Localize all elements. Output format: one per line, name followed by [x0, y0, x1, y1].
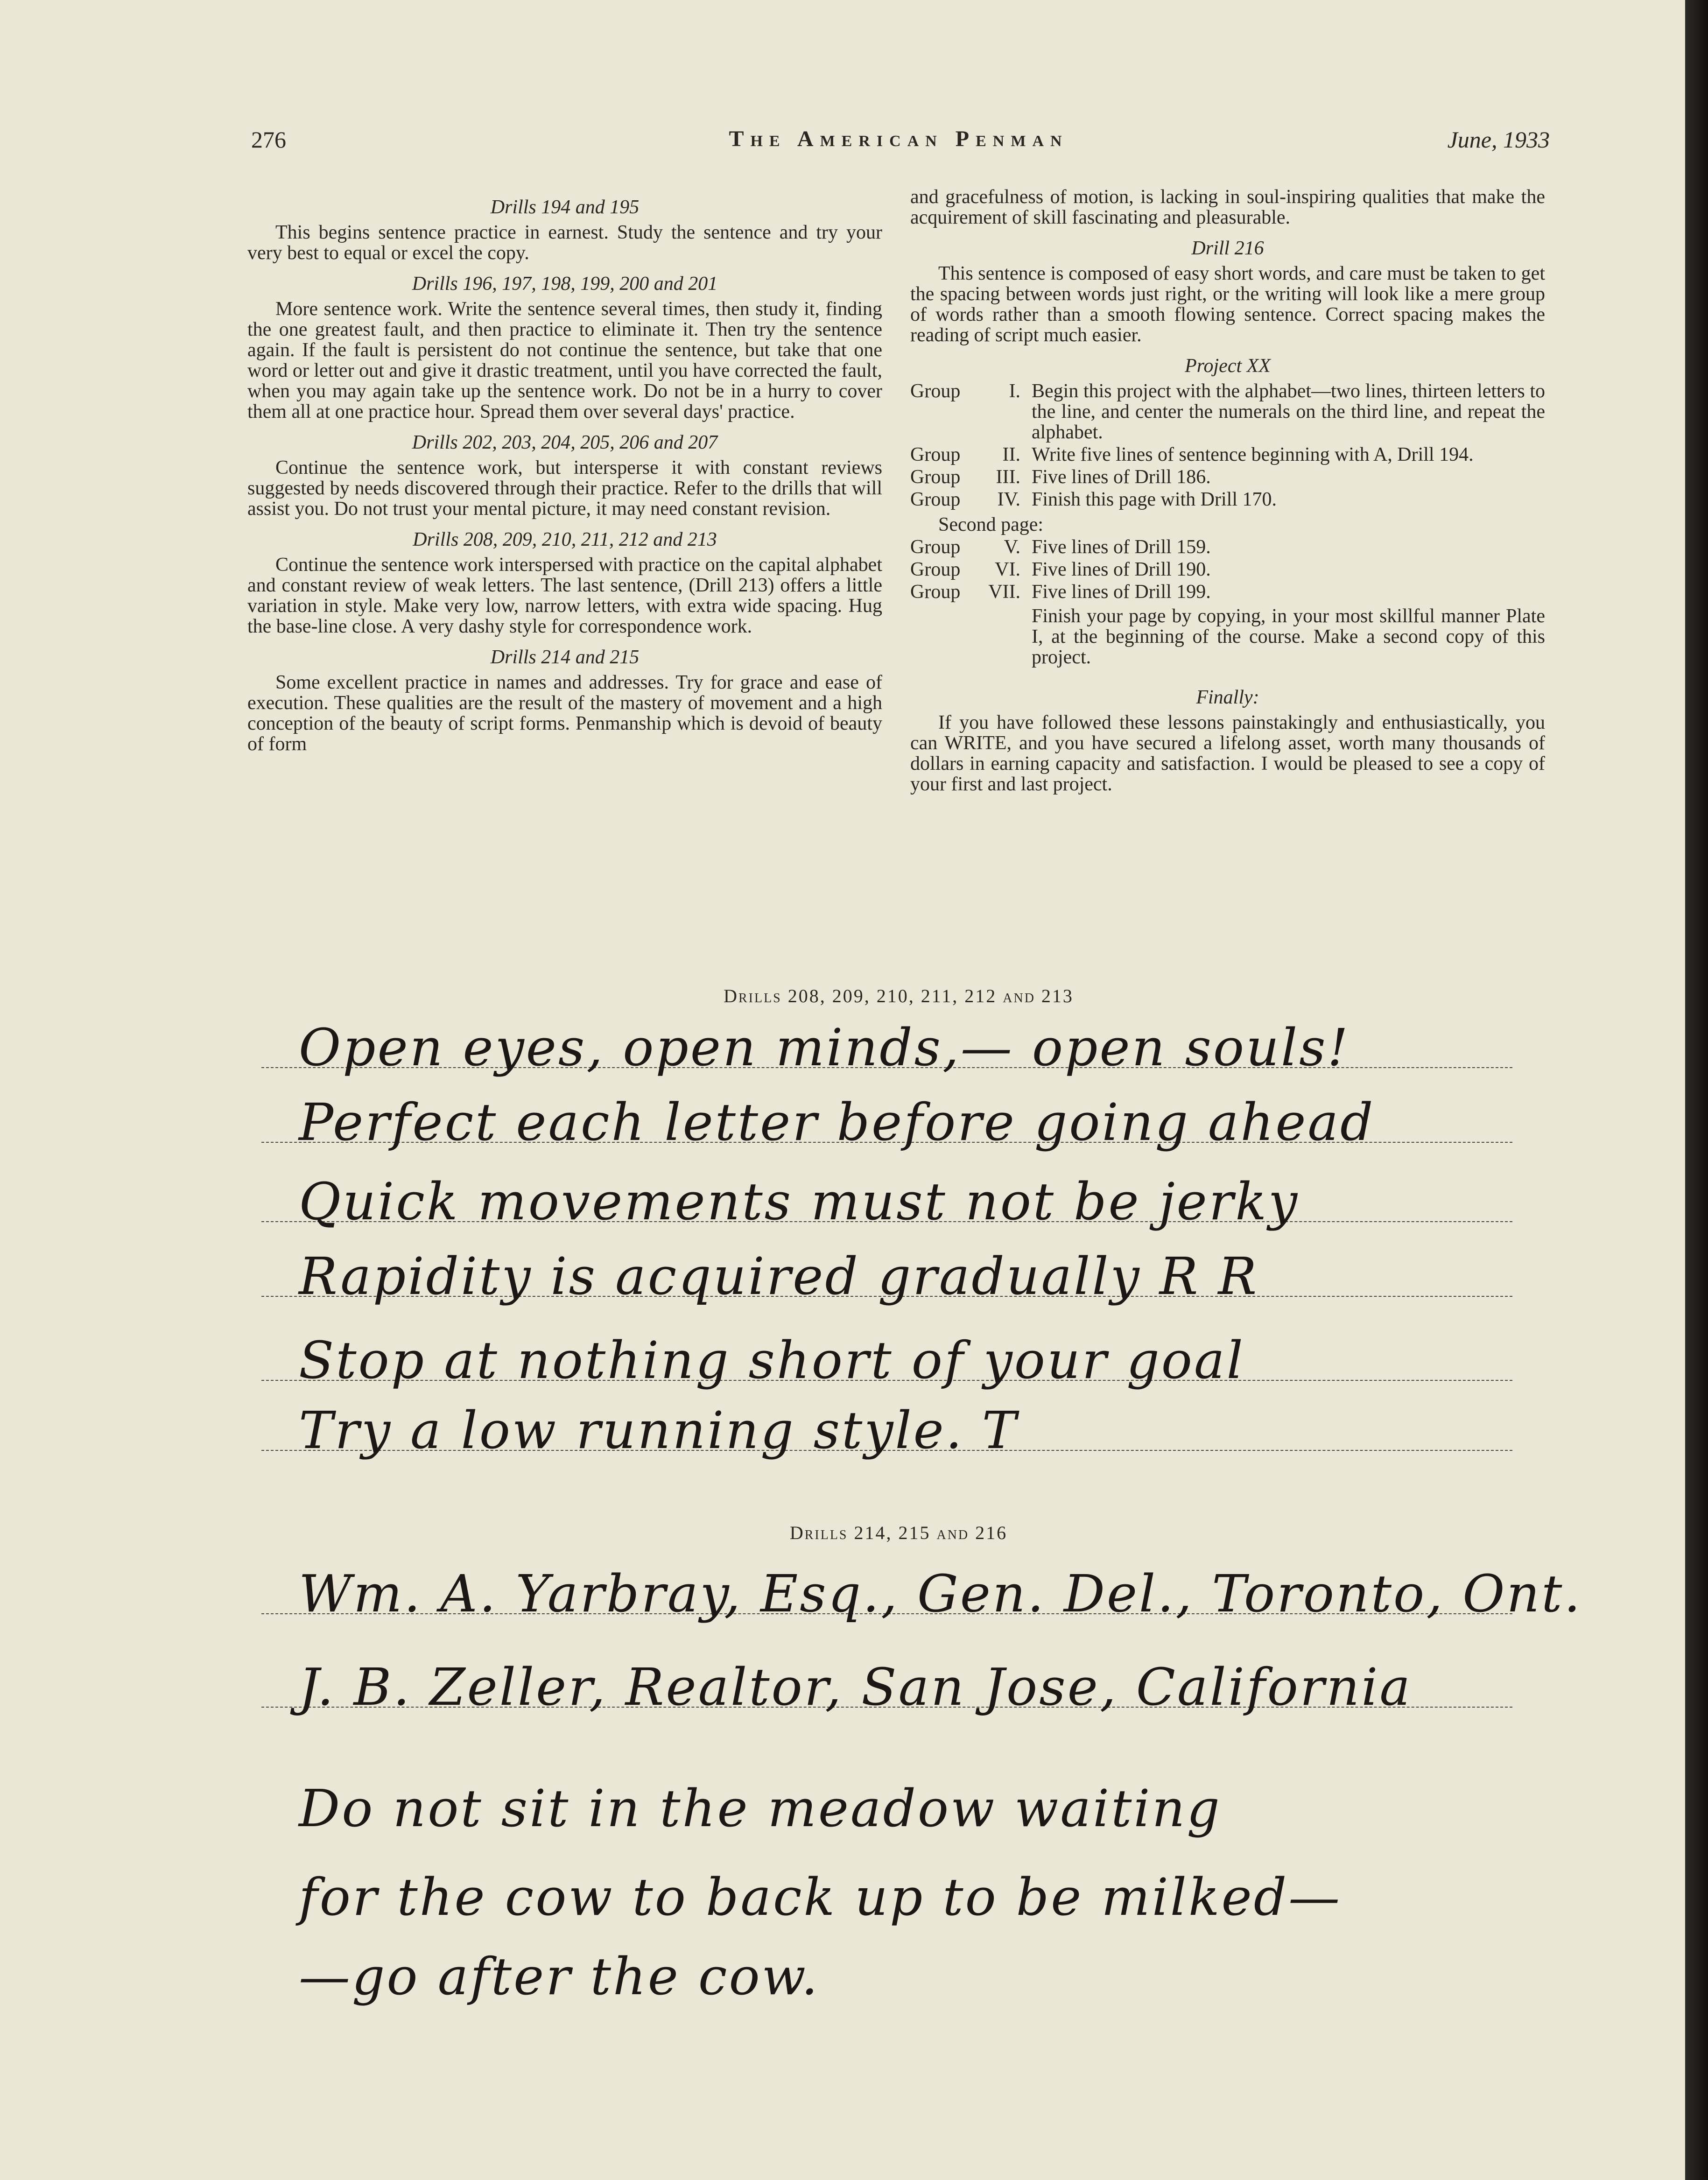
- group-row: [910, 381, 1545, 443]
- group-row: [910, 444, 1545, 465]
- script-line: [261, 1653, 1550, 1732]
- script-line: [261, 1942, 1550, 2021]
- group-number: III.: [996, 466, 1020, 488]
- section-text: This begins sentence practice in earnest. Study the sentence and try your very best to equal or excel the copy.: [247, 222, 882, 264]
- group-label: Group: [910, 444, 961, 465]
- section-drills-214-215: [247, 647, 882, 754]
- script-line: [261, 1167, 1550, 1246]
- group-number: I.: [1009, 380, 1020, 402]
- section-heading: Drills 196, 197, 198, 199, 200 and 201: [412, 273, 718, 295]
- group-text: Five lines of Drill 159.: [1032, 536, 1211, 558]
- group-label: Group: [910, 581, 961, 603]
- continued-text: and gracefulness of motion, is lacking in soul-inspiring qualities that make the acquirement of skill fascinating and pleasurable.: [910, 186, 1545, 228]
- script-text: Rapidity is acquired gradually R R: [299, 1246, 1259, 1306]
- script-line: [261, 1013, 1550, 1092]
- section-heading: Drills 202, 203, 204, 205, 206 and 207: [412, 432, 718, 453]
- page-header: [247, 126, 1550, 163]
- finish-text: Finish your page by copying, in your most skillful manner Plate I, at the beginning of the course. Make a second copy of this project.: [1032, 605, 1545, 668]
- script-text: Perfect each letter before going ahead: [299, 1092, 1375, 1152]
- group-row: [910, 582, 1545, 602]
- finally-heading: Finally:: [1196, 687, 1259, 708]
- second-page-label: Second page:: [938, 514, 1044, 535]
- section-drills-196-201: [247, 274, 882, 422]
- script-text: Wm. A. Yarbray, Esq., Gen. Del., Toronto, Ont.: [299, 1564, 1582, 1624]
- group-label: Group: [910, 489, 961, 510]
- group-text: Begin this project with the alphabet—two lines, thirteen letters to the line, and center the numerals on the third line, and repeat the alphabet.: [1032, 380, 1545, 443]
- script-line: [261, 1863, 1550, 1942]
- page-edge: [1685, 0, 1708, 2180]
- finally-text: If you have followed these lessons painstakingly and enthusiastically, you can WRITE, and you have secured a lifelong asset, worth many thousands of dollars in earning capacity and satisfaction. I would be pleased to see a copy of your first and last project.: [910, 712, 1545, 795]
- group-row: [910, 467, 1545, 487]
- issue-date: June, 1933: [1447, 127, 1550, 153]
- script-line: [261, 1088, 1550, 1167]
- group-row: [910, 489, 1545, 510]
- group-text: Write five lines of sentence beginning with A, Drill 194.: [1032, 444, 1474, 465]
- script-text: for the cow to back up to be milked—: [299, 1867, 1342, 1927]
- section-text: Continue the sentence work interspersed with practice on the capital alphabet and constant review of weak letters. The last sentence, (Drill 213) offers a little variation in style. Make very low, narrow letters, with extra wide spacing. Hug the base-line close. A very dashy style for correspondence work.: [247, 554, 882, 637]
- script-text: Stop at nothing short of your goal: [299, 1330, 1245, 1390]
- script-line: [261, 1242, 1550, 1321]
- group-row: [910, 537, 1545, 557]
- script-line: [261, 1774, 1550, 1853]
- group-number: IV.: [997, 489, 1020, 510]
- script-line: [261, 1326, 1550, 1405]
- section-drills-208-213: [247, 529, 882, 637]
- magazine-title: The American Penman: [729, 127, 1068, 151]
- group-label: Group: [910, 536, 961, 558]
- section-drills-194-195: [247, 197, 882, 263]
- section-text: More sentence work. Write the sentence several times, then study it, finding the one greatest fault, and then practice to eliminate it. Then try the sentence again. If the fault is persistent do not continue the sentence, but take that one word or letter out and give it drastic treatment, until you have corrected the fault, when you may again take up the sentence work. Do not be in a hurry to cover them all at one practice hour. Spread them over several days' practice.: [247, 298, 882, 422]
- group-row: [910, 559, 1545, 580]
- group-text: Five lines of Drill 199.: [1032, 581, 1211, 603]
- left-column: [247, 187, 882, 754]
- script-text: Quick movements must not be jerky: [299, 1172, 1300, 1231]
- group-text: Five lines of Drill 186.: [1032, 466, 1211, 488]
- drill-216-text: This sentence is composed of easy short words, and care must be taken to get the spacing between words just right, or the writing will look like a mere group of words rather than a smooth flowing sentence. Correct spacing makes the reading of script much easier.: [910, 263, 1545, 346]
- group-number: II.: [1002, 444, 1020, 465]
- group-label: Group: [910, 559, 961, 580]
- section-heading: Drills 208, 209, 210, 211, 212 and 213: [413, 529, 717, 550]
- script-text: —go after the cow.: [299, 1947, 820, 2006]
- project-heading: Project XX: [1185, 355, 1271, 377]
- group-number: V.: [1004, 536, 1020, 558]
- drill-216-heading: Drill 216: [1191, 238, 1264, 259]
- script-text: Open eyes, open minds,— open souls!: [299, 1018, 1350, 1077]
- right-column: [910, 187, 1545, 795]
- plate-caption: Drills 214, 215 and 216: [789, 1522, 1008, 1543]
- group-text: Finish this page with Drill 170.: [1032, 489, 1277, 510]
- script-line: [261, 1559, 1582, 1639]
- section-heading: Drills 194 and 195: [490, 197, 640, 218]
- script-line: [261, 1396, 1550, 1475]
- script-text: J. B. Zeller, Realtor, San Jose, California: [299, 1657, 1412, 1717]
- page-number: 276: [251, 127, 286, 153]
- section-heading: Drills 214 and 215: [490, 647, 640, 668]
- group-number: VI.: [995, 559, 1020, 580]
- group-label: Group: [910, 380, 961, 402]
- script-text: Do not sit in the meadow waiting: [299, 1779, 1222, 1838]
- group-number: VII.: [988, 581, 1020, 603]
- plate-caption: Drills 208, 209, 210, 211, 212 and 213: [724, 985, 1074, 1006]
- script-text: Try a low running style. T: [299, 1400, 1019, 1460]
- section-drills-202-207: [247, 432, 882, 519]
- group-text: Five lines of Drill 190.: [1032, 559, 1211, 580]
- section-text: Some excellent practice in names and addresses. Try for grace and ease of execution. These qualities are the result of the mastery of movement and a high conception of the beauty of script forms. Penmanship which is devoid of beauty of form: [247, 672, 882, 755]
- group-label: Group: [910, 466, 961, 488]
- section-text: Continue the sentence work, but intersperse it with constant reviews suggested by needs discovered through their practice. Refer to the drills that will assist you. Do not trust your mental picture, it may need constant revision.: [247, 457, 882, 520]
